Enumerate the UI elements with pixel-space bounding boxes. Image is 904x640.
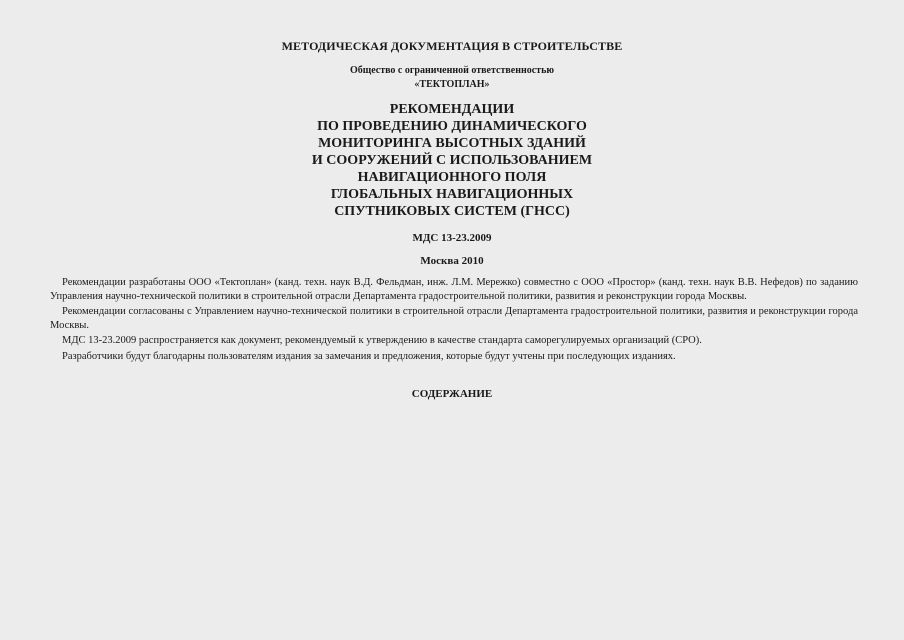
body-paragraph: Рекомендации разработаны ООО «Тектоплан» (канд. техн. наук В.Д. Фельдман, инж. Л.М. Мережко) совместно с ООО «Простор» (канд. техн. наук В.В. Нефедов) по заданию Управления научно-технической политики в строительной отрасли Департамента градостроительной политики, развития и реконструкции города Москвы. [50,277,858,302]
contents-heading: СОДЕРЖАНИЕ [411,388,493,400]
series-heading: МЕТОДИЧЕСКАЯ ДОКУМЕНТАЦИЯ В СТРОИТЕЛЬСТВЕ [281,39,623,53]
document-body [50,276,858,366]
body-paragraph: МДС 13-23.2009 распространяется как документ, рекомендуемый к утверждению в качестве стандарта саморегулируемых организаций (СРО). [62,335,702,347]
document-code: МДС 13-23.2009 [412,232,492,244]
title-line: ГЛОБАЛЬНЫХ НАВИГАЦИОННЫХ [330,187,574,202]
title-line: ПО ПРОВЕДЕНИЮ ДИНАМИЧЕСКОГО [317,119,587,134]
organization-type: Общество с ограниченной ответственностью [349,65,555,76]
title-line: НАВИГАЦИОННОГО ПОЛЯ [357,170,547,185]
organization-name: «ТЕКТОПЛАН» [414,79,490,90]
title-line: И СООРУЖЕНИЙ С ИСПОЛЬЗОВАНИЕМ [311,153,593,168]
document-title [0,101,904,220]
body-paragraph: Рекомендации согласованы с Управлением научно-технической политики в строительной отрасли Департамента градостроительной политики, развития и реконструкции города Москвы. [50,306,858,331]
city-year: Москва 2010 [420,255,484,267]
title-line: РЕКОМЕНДАЦИИ [389,102,515,117]
title-line: СПУТНИКОВЫХ СИСТЕМ (ГНСС) [334,204,570,219]
title-line: МОНИТОРИНГА ВЫСОТНЫХ ЗДАНИЙ [318,136,586,151]
organization-block [0,64,904,92]
body-paragraph: Разработчики будут благодарны пользователям издания за замечания и предложения, которые будут учтены при последующих изданиях. [62,350,676,362]
